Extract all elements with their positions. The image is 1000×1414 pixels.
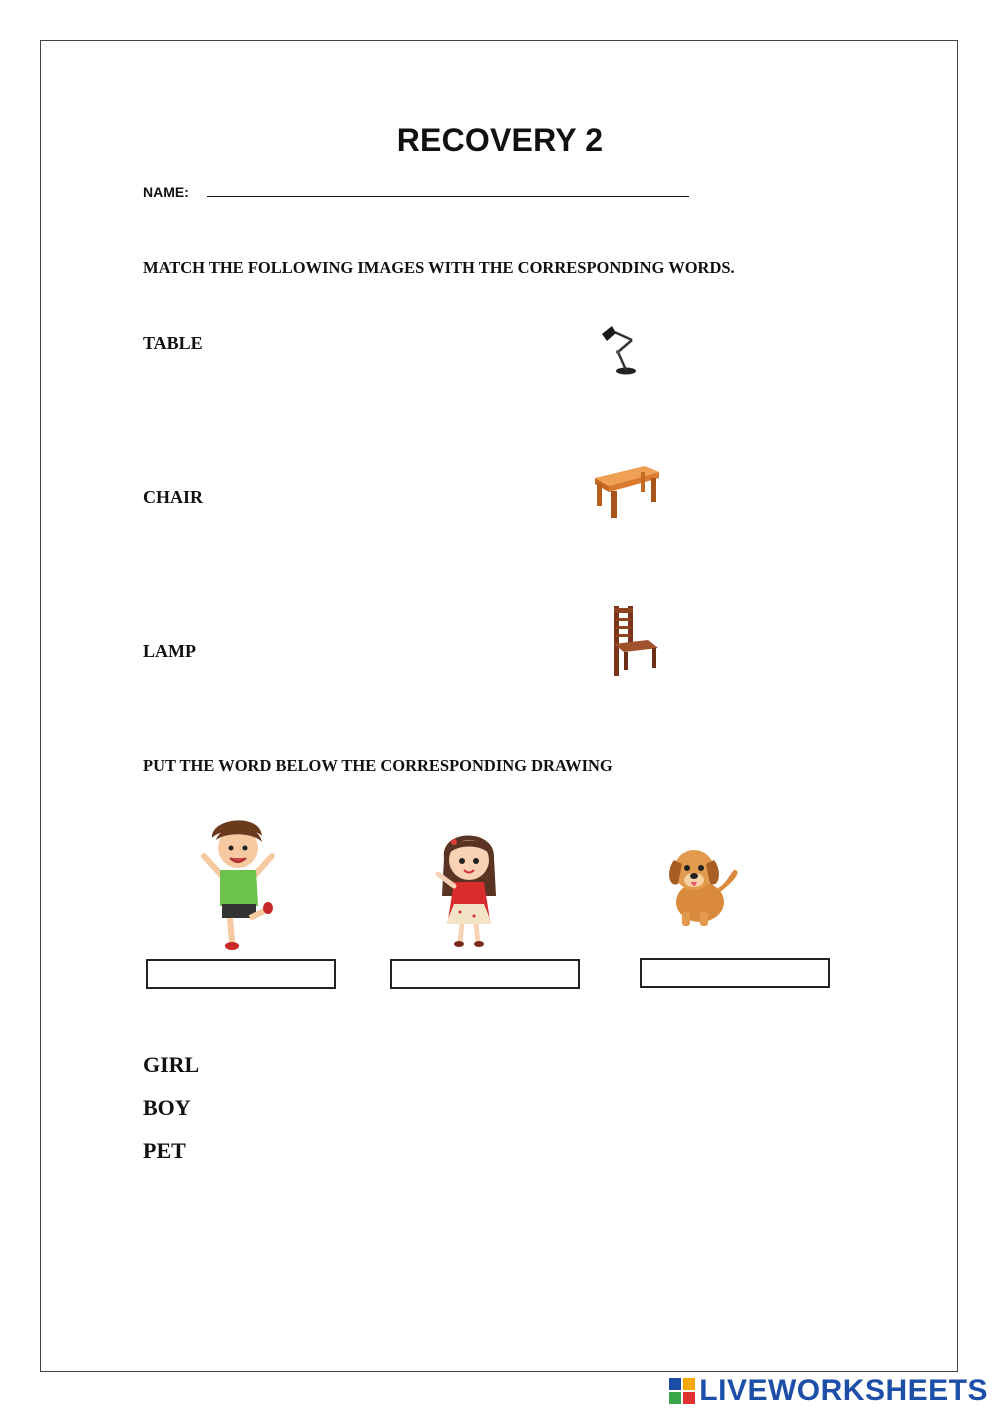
page-border	[40, 40, 958, 1372]
word-table[interactable]: TABLE	[143, 333, 203, 353]
girl-picture[interactable]	[430, 828, 508, 948]
name-label: NAME:	[143, 184, 189, 200]
drawing-instruction: PUT THE WORD BELOW THE CORRESPONDING DRAWING	[143, 756, 613, 775]
answer-box-girl[interactable]	[390, 959, 580, 989]
name-input-line[interactable]	[207, 196, 689, 197]
word-bank-pet[interactable]: PET	[143, 1138, 186, 1163]
boy-picture[interactable]	[196, 814, 280, 954]
match-instruction: MATCH THE FOLLOWING IMAGES WITH THE CORRESPONDING WORDS.	[143, 258, 735, 277]
word-bank-girl[interactable]: GIRL	[143, 1052, 200, 1077]
footer-brand-text: LIVEWORKSHEETS	[699, 1374, 988, 1407]
word-chair[interactable]: CHAIR	[143, 487, 204, 507]
word-lamp[interactable]: LAMP	[143, 641, 196, 661]
worksheet-title: RECOVERY 2	[396, 122, 604, 158]
dog-picture[interactable]	[660, 840, 744, 928]
liveworksheets-logo-icon	[669, 1378, 695, 1404]
answer-box-boy[interactable]	[146, 959, 336, 989]
answer-box-dog[interactable]	[640, 958, 830, 988]
word-bank-boy[interactable]: BOY	[143, 1095, 191, 1120]
chair-picture[interactable]	[608, 604, 662, 678]
footer-brand[interactable]	[669, 1372, 988, 1410]
table-picture[interactable]	[591, 462, 661, 520]
lamp-picture[interactable]	[598, 324, 648, 378]
